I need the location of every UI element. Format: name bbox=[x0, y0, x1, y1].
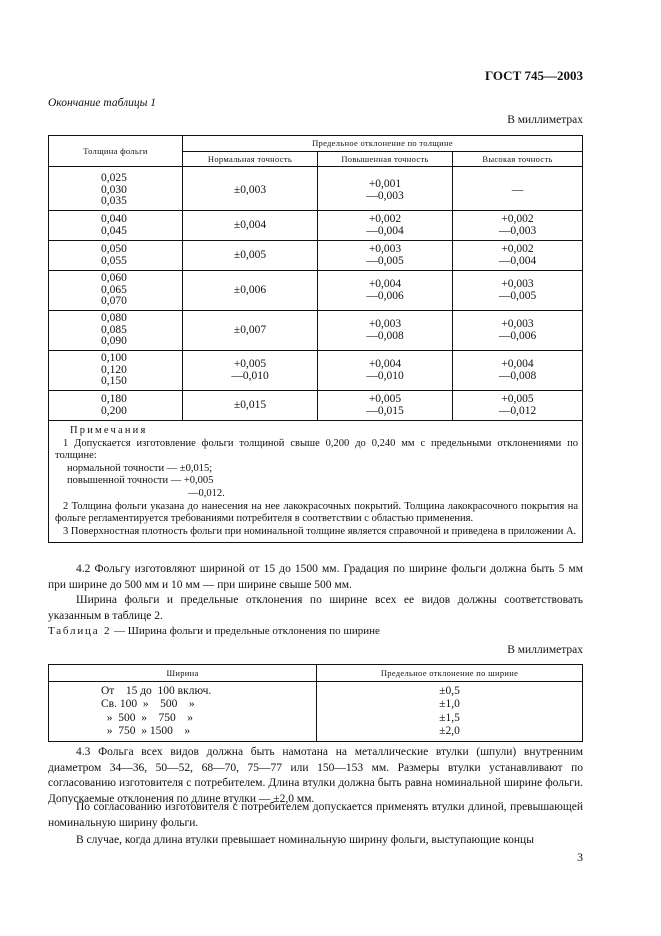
cell-value: 0,055 bbox=[101, 254, 127, 267]
cell-normal bbox=[183, 241, 318, 271]
notes-heading: Примечания bbox=[70, 425, 148, 436]
paragraph-4-3-text-3: В случае, когда длина втулки превышает номинальную ширину фольги, выступающие концы bbox=[76, 834, 534, 846]
cell-value: +0,003 bbox=[368, 243, 402, 255]
note-2: 2 Толщина фольги указана до нанесения на нее лакокрасочных покрытий. Толщина лакокрасочного покрытия на фольге регламентируется требованиями потребителя в соответствии с областью применения. bbox=[55, 500, 578, 525]
cell-value: 0,025 bbox=[101, 172, 127, 185]
note-1-increased: повышенной точности — +0,005 bbox=[67, 475, 214, 487]
cell-value: 0,200 bbox=[101, 404, 127, 417]
cell-value: —0,006 bbox=[366, 289, 404, 302]
table-row bbox=[49, 311, 583, 351]
col-increased-header: Повышенная точность bbox=[318, 151, 453, 167]
cell-thickness bbox=[49, 351, 183, 391]
cell-value: ±0,004 bbox=[233, 218, 267, 231]
cell-thickness bbox=[49, 271, 183, 311]
table1-notes bbox=[49, 421, 583, 543]
table-row bbox=[49, 167, 583, 211]
col-width-header: Ширина bbox=[49, 665, 317, 682]
table1-units: В миллиметрах bbox=[507, 114, 583, 126]
paragraph-4-3-text-2: По согласованию изготовителя с потребителем допускается применять втулки длиной, превышающей номинальную ширину фольги. bbox=[48, 801, 583, 829]
cell-value: +0,003 bbox=[501, 318, 534, 330]
paragraph-4-2-text: 4.2 Фольгу изготовляют шириной от 15 до 1500 мм. Градация по ширине фольги должна быть 5 мм при ширине до 500 мм и 10 мм — при ширине свыше 500 мм. bbox=[48, 563, 583, 591]
width-range: » 500 » 750 » bbox=[101, 711, 193, 724]
col-normal-header: Нормальная точность bbox=[183, 151, 318, 167]
width-deviation: ±2,0 bbox=[439, 724, 460, 737]
cell-increased bbox=[318, 167, 453, 211]
paragraph-4-2 bbox=[48, 562, 583, 593]
cell-high bbox=[453, 311, 583, 351]
width-range: » 750 » 1500 » bbox=[101, 724, 191, 737]
cell-high bbox=[453, 211, 583, 241]
paragraph-4-2-text-2: Ширина фольги и предельные отклонения по ширине всех ее видов должны соответствовать указанным в таблице 2. bbox=[48, 594, 583, 622]
table-row bbox=[49, 241, 583, 271]
cell-value: +0,003 bbox=[368, 318, 402, 330]
cell-value: 0,050 bbox=[101, 243, 127, 255]
cell-value: 0,085 bbox=[101, 323, 127, 336]
cell-thickness bbox=[49, 311, 183, 351]
cell-value: +0,005 bbox=[501, 393, 534, 405]
col-dev-header: Предельное отклонение по ширине bbox=[317, 665, 583, 682]
cell-value: 0,120 bbox=[101, 363, 127, 376]
cell-thickness bbox=[49, 211, 183, 241]
cell-value: 0,100 bbox=[101, 352, 127, 365]
cell-increased bbox=[318, 351, 453, 391]
cell-increased bbox=[318, 311, 453, 351]
cell-value: —0,012 bbox=[498, 404, 537, 417]
table-2 bbox=[48, 664, 583, 742]
cell-value: —0,008 bbox=[366, 329, 404, 342]
cell-value: ±0,015 bbox=[233, 398, 267, 411]
cell-value: 0,035 bbox=[101, 195, 127, 208]
table2-caption-text: — Ширина фольги и предельные отклонения по ширине bbox=[111, 625, 380, 637]
page-number: 3 bbox=[577, 850, 583, 864]
cell-value: +0,001 bbox=[368, 178, 402, 190]
cell-value: 0,060 bbox=[101, 272, 127, 285]
width-deviation: ±1,0 bbox=[439, 698, 460, 711]
cell-thickness bbox=[49, 167, 183, 211]
cell-value: —0,005 bbox=[366, 254, 404, 267]
cell-value: —0,010 bbox=[231, 369, 269, 382]
cell-value: 0,065 bbox=[101, 283, 127, 296]
table-row bbox=[49, 271, 583, 311]
cell-value: +0,004 bbox=[368, 358, 402, 370]
cell-value: —0,005 bbox=[498, 289, 537, 302]
cell-value: 0,070 bbox=[101, 295, 127, 308]
cell-value: —0,015 bbox=[366, 404, 404, 417]
col-thickness-header: Толщина фольги bbox=[49, 136, 183, 167]
cell-normal bbox=[183, 271, 318, 311]
cell-value: +0,005 bbox=[368, 393, 402, 405]
cell-value: —0,008 bbox=[498, 369, 537, 382]
table2-units: В миллиметрах bbox=[507, 644, 583, 656]
cell-value: —0,006 bbox=[498, 329, 537, 342]
cell-thickness bbox=[49, 391, 183, 421]
cell-value: ±0,003 bbox=[233, 183, 267, 196]
table-1 bbox=[48, 135, 583, 543]
table2-caption bbox=[48, 625, 380, 637]
note-3: 3 Поверхностная плотность фольги при номинальной толщине является справочной и приведена в приложении А. bbox=[63, 525, 577, 537]
cell-value: 0,090 bbox=[101, 335, 127, 348]
paragraph-4-3-end bbox=[48, 833, 583, 849]
note-1: 1 Допускается изготовление фольги толщиной свыше 0,200 до 0,240 мм с предельными отклонениями по толщине: bbox=[55, 437, 578, 462]
width-ranges bbox=[49, 682, 317, 742]
table1-body bbox=[49, 167, 583, 421]
cell-high bbox=[453, 241, 583, 271]
col-group-header: Предельное отклонение по толщине bbox=[183, 136, 583, 152]
col-high-header: Высокая точность bbox=[453, 151, 583, 167]
table-row bbox=[49, 391, 583, 421]
cell-value: +0,003 bbox=[501, 278, 534, 290]
cell-value: ±0,005 bbox=[233, 248, 267, 261]
cell-value: +0,004 bbox=[501, 358, 534, 370]
cell-value: —0,004 bbox=[366, 224, 404, 237]
paragraph-4-3 bbox=[48, 745, 583, 807]
cell-value: 0,180 bbox=[101, 393, 127, 405]
cell-increased bbox=[318, 211, 453, 241]
cell-increased bbox=[318, 391, 453, 421]
cell-value: +0,002 bbox=[501, 243, 534, 255]
cell-value: 0,080 bbox=[101, 312, 127, 325]
cell-value: 0,045 bbox=[101, 224, 127, 237]
cell-value: ±0,007 bbox=[233, 323, 267, 336]
cell-value: +0,002 bbox=[501, 213, 534, 225]
note-1-normal: нормальной точности — ±0,015; bbox=[67, 462, 213, 474]
cell-normal bbox=[183, 167, 318, 211]
standard-designation: ГОСТ 745—2003 bbox=[484, 68, 583, 83]
cell-increased bbox=[318, 271, 453, 311]
note-1-increased-lower: —0,012. bbox=[188, 487, 225, 499]
width-deviation: ±0,5 bbox=[439, 685, 460, 697]
table1-caption: Окончание таблицы 1 bbox=[48, 97, 156, 109]
cell-value: +0,002 bbox=[368, 213, 402, 225]
cell-value: +0,004 bbox=[368, 278, 402, 290]
table2-caption-label: Таблица 2 bbox=[48, 625, 112, 637]
cell-high bbox=[453, 351, 583, 391]
cell-value: ±0,006 bbox=[233, 283, 267, 296]
paragraph-4-2-continued bbox=[48, 593, 583, 624]
cell-thickness bbox=[49, 241, 183, 271]
cell-value: —0,004 bbox=[498, 254, 537, 267]
cell-normal bbox=[183, 211, 318, 241]
cell-normal bbox=[183, 391, 318, 421]
width-deviation: ±1,5 bbox=[439, 711, 460, 724]
cell-value: 0,030 bbox=[101, 183, 127, 196]
cell-value: +0,005 bbox=[233, 358, 267, 370]
width-range: Св. 100 » 500 » bbox=[101, 698, 195, 711]
cell-high bbox=[453, 271, 583, 311]
cell-high bbox=[453, 167, 583, 211]
cell-normal bbox=[183, 311, 318, 351]
paragraph-4-3-text: 4.3 Фольга всех видов должна быть намотана на металлические втулки (шпули) внутренним диаметром 34—36, 50—52, 68—70, 75—77 или 150—153 мм. Размеры втулки устанавливают по согласованию изготовителя с потребителем. Длина втулки должна быть равна номинальной ширине фольги. Допускаемые отклонения по длине втулки — ±2,0 мм. bbox=[48, 746, 583, 805]
cell-increased bbox=[318, 241, 453, 271]
table-row bbox=[49, 211, 583, 241]
cell-value: 0,150 bbox=[101, 375, 127, 388]
cell-value: 0,040 bbox=[101, 213, 127, 225]
cell-high bbox=[453, 391, 583, 421]
width-range: От 15 до 100 включ. bbox=[101, 685, 212, 697]
table-row bbox=[49, 351, 583, 391]
paragraph-4-3-continued bbox=[48, 800, 583, 831]
width-deviations bbox=[317, 682, 583, 742]
cell-value: —0,003 bbox=[366, 189, 404, 202]
cell-value: — bbox=[511, 183, 524, 196]
cell-normal bbox=[183, 351, 318, 391]
cell-value: —0,003 bbox=[498, 224, 537, 237]
cell-value: —0,010 bbox=[366, 369, 404, 382]
